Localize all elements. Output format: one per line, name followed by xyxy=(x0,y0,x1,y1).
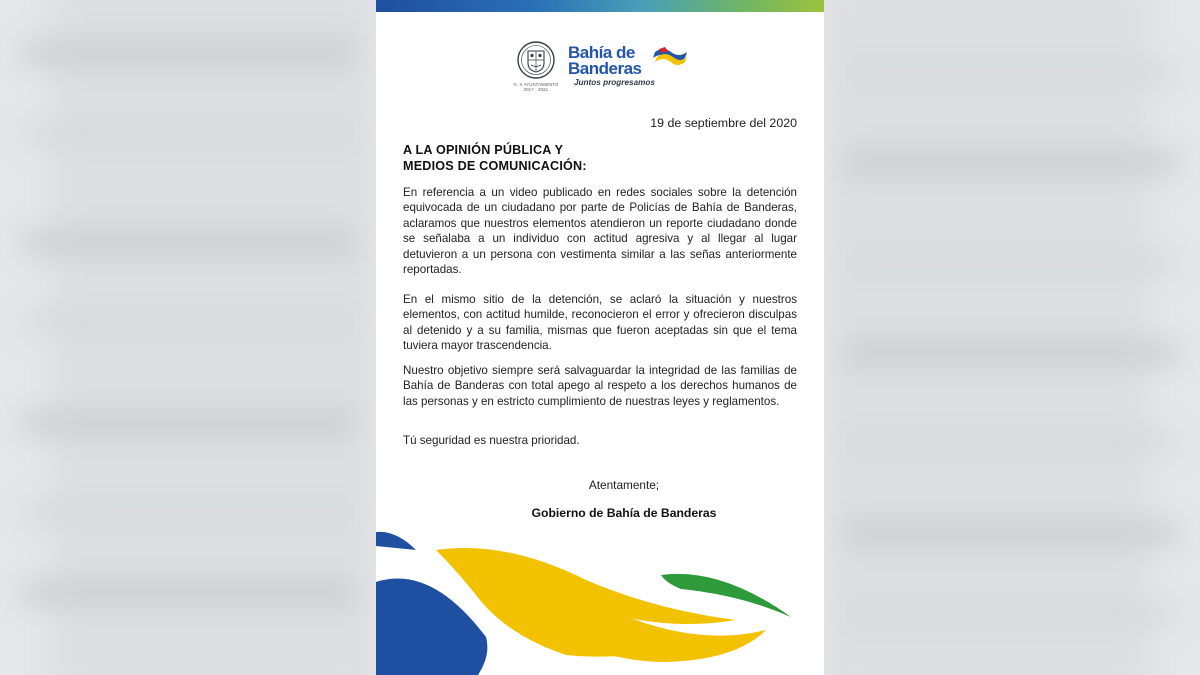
signature: Gobierno de Bahía de Banderas xyxy=(531,506,717,520)
brand-slogan: Juntos progresamos xyxy=(574,78,655,87)
municipal-seal-icon xyxy=(516,40,556,80)
blurred-band xyxy=(20,580,356,606)
blurred-band xyxy=(20,500,356,526)
blurred-band xyxy=(844,250,1180,276)
heading-line-2: MEDIOS DE COMUNICACIÓN: xyxy=(403,159,587,173)
blurred-band xyxy=(844,520,1180,546)
closing-salutation: Atentamente; xyxy=(588,478,660,492)
blurred-panel xyxy=(50,0,376,675)
flag-icon xyxy=(653,46,689,68)
blurred-band xyxy=(20,230,356,256)
decorative-waves xyxy=(376,520,824,675)
blurred-band xyxy=(844,340,1180,366)
heading-line-1: A LA OPINIÓN PÚBLICA Y xyxy=(403,143,564,157)
brand-name-line2: Banderas xyxy=(568,59,642,78)
blurred-background-right xyxy=(824,0,1200,675)
government-logo xyxy=(513,38,691,94)
blurred-band xyxy=(20,120,356,146)
blurred-background-left xyxy=(0,0,376,675)
seal-caption-line: H. X AYUNTAMIENTO xyxy=(513,82,559,87)
blurred-band xyxy=(20,40,356,66)
gradient-header-bar xyxy=(376,0,824,12)
blurred-band xyxy=(20,310,356,336)
blurred-band xyxy=(844,150,1180,176)
wave-blue-bottom xyxy=(376,578,487,675)
brand-name-line1: Bahía de xyxy=(568,43,635,62)
document-heading xyxy=(403,142,587,174)
blurred-band xyxy=(20,410,356,436)
seal-caption xyxy=(510,82,562,92)
press-release-document xyxy=(376,0,824,675)
paragraph-1: En referencia a un video publicado en redes sociales sobre la detención equivocada de un ciudadano por parte de Policías de Bahía de Banderas, aclaramos que nuestros elementos atendieron un reporte ciudadano donde se señalaba a un individuo con actitud agresiva y al llegar al lugar detuvieron a un persona con vestimenta similar a las señas anteriormente reportadas. xyxy=(403,186,797,277)
blurred-band xyxy=(844,60,1180,86)
document-date: 19 de septiembre del 2020 xyxy=(650,116,797,130)
paragraph-4: Tú seguridad es nuestra prioridad. xyxy=(403,434,580,447)
paragraph-2: En el mismo sitio de la detención, se aclaró la situación y nuestros elementos, con actitud humilde, reconocieron el error y ofrecieron disculpas al detenido y a su familia, mismas que fueron aceptadas sin que el tema tuviera mayor trascendencia. xyxy=(403,293,797,353)
paragraph-3: Nuestro objetivo siempre será salvaguardar la integridad de las familias de Bahía de Banderas con total apego al respeto a los derechos humanos de las personas y en estricto cumplimiento de nuestras leyes y reglamentos. xyxy=(403,364,797,408)
blurred-band xyxy=(844,600,1180,626)
blurred-panel xyxy=(824,0,1150,675)
blurred-band xyxy=(844,430,1180,456)
wave-blue-top xyxy=(376,532,416,550)
seal-caption-years: 2017 · 2021 xyxy=(523,87,549,92)
